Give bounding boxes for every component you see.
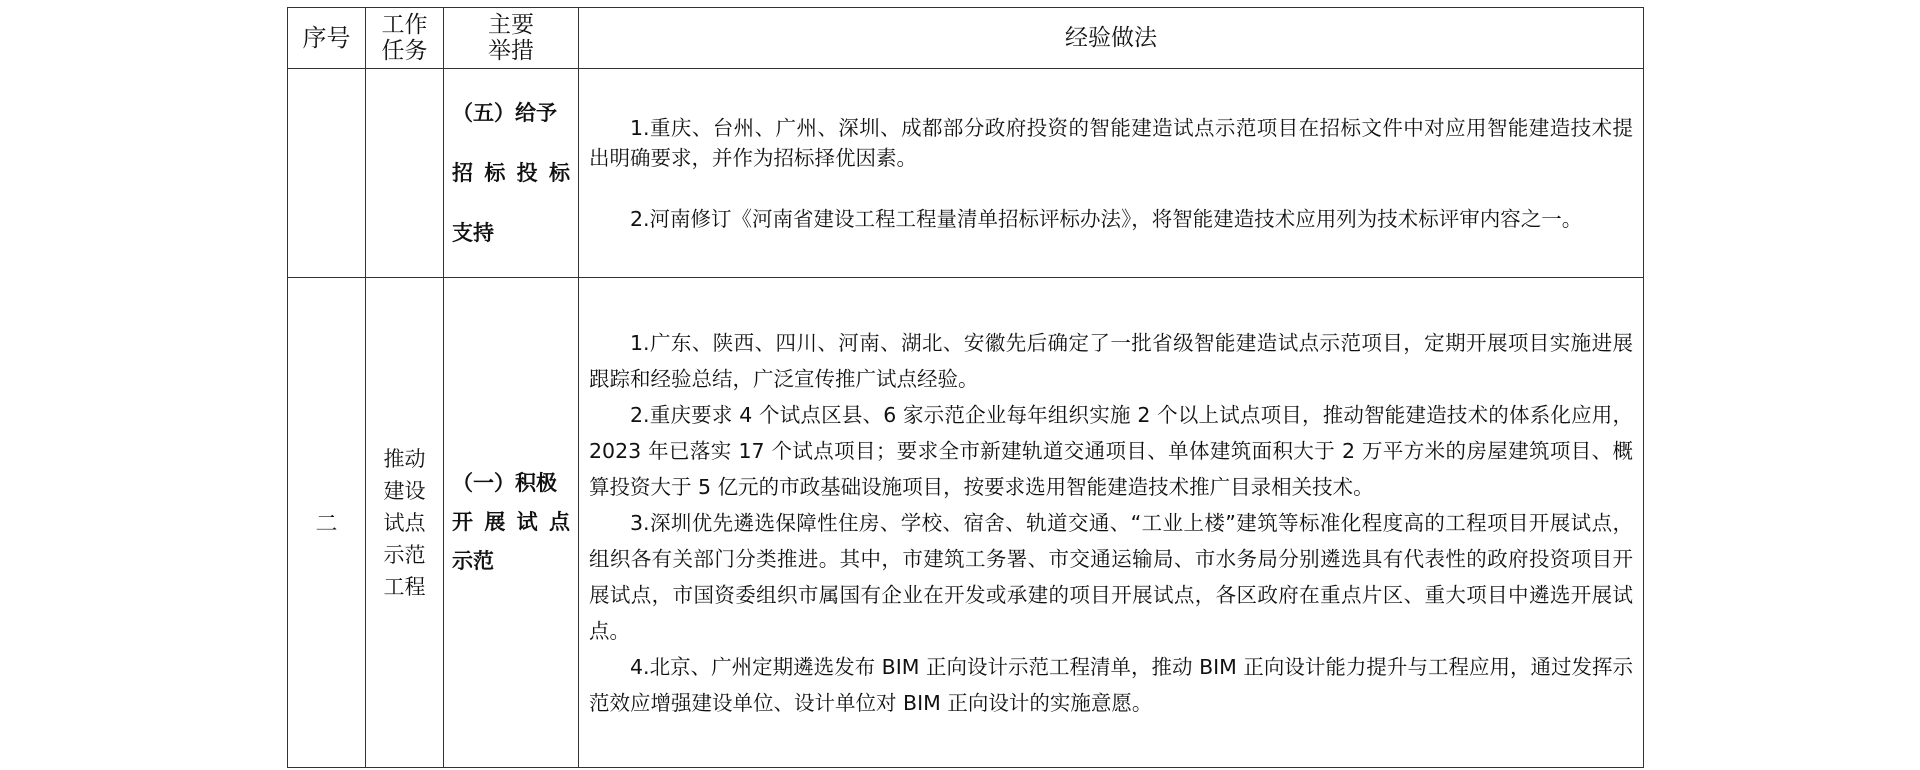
- task-line: 建设: [383, 478, 426, 503]
- table-header-row: [288, 8, 1644, 69]
- row-experience: [579, 69, 1644, 278]
- experience-paragraph: 3.深圳优先遴选保障性住房、学校、宿舍、轨道交通、“工业上楼”建筑等标准化程度高的工程项目开展试点，组织各有关部门分类推进。其中，市建筑工务署、市交通运输局、市水务局分别遴选具有代表性的政府投资项目开展试点，市国资委组织市属国有企业在开发或承建的项目开展试点，各区政府在重点片区、重大项目中遴选开展试点。: [589, 510, 1633, 643]
- header-experience: 经验做法: [579, 8, 1644, 69]
- task-line: 推动: [383, 446, 426, 471]
- task-line: 示范: [383, 542, 426, 567]
- measure-line: 招标投标: [452, 161, 570, 185]
- experience-paragraph: 4.北京、广州定期遴选发布 BIM 正向设计示范工程清单，推动 BIM 正向设计能力提升与工程应用，通过发挥示范效应增强建设单位、设计单位对 BIM 正向设计的实施意愿。: [589, 654, 1633, 715]
- experience-paragraph: 2.重庆要求 4 个试点区县、6 家示范企业每年组织实施 2 个以上试点项目，推动智能建造技术的体系化应用，2023 年已落实 17 个试点项目；要求全市新建轨道交通项目、单体建筑面积大于 2 万平方米的房屋建筑项目、概算投资大于 5 亿元的市政基础设施项目，按要求选用智能建造技术推广目录相关技术。: [589, 402, 1633, 499]
- measure-line: 示范: [452, 549, 494, 573]
- task-line: 工程: [383, 574, 426, 599]
- experience-paragraph: 1.重庆、台州、广州、深圳、成都部分政府投资的智能建造试点示范项目在招标文件中对应用智能建造技术提出明确要求，并作为招标择优因素。: [589, 115, 1633, 170]
- measure-line: （一）积极: [452, 471, 557, 495]
- row-index: 二: [288, 278, 366, 768]
- header-task: [366, 8, 444, 69]
- experience-paragraph: 1.广东、陕西、四川、河南、湖北、安徽先后确定了一批省级智能建造试点示范项目，定期开展项目实施进展跟踪和经验总结，广泛宣传推广试点经验。: [589, 330, 1633, 391]
- experience-table: [287, 7, 1644, 768]
- row-measure: [444, 69, 579, 278]
- measure-line: 支持: [452, 221, 494, 245]
- experience-paragraph: 2.河南修订《河南省建设工程工程量清单招标评标办法》，将智能建造技术应用列为技术标评审内容之一。: [630, 206, 1583, 231]
- row-task: [366, 278, 444, 768]
- row-task: [366, 69, 444, 278]
- measure-line: （五）给予: [452, 101, 557, 125]
- measure-line: 开展试点: [452, 510, 570, 534]
- table-row: [288, 69, 1644, 278]
- table-row: [288, 278, 1644, 768]
- header-measure-line: 主要: [488, 12, 534, 38]
- header-measure: [444, 8, 579, 69]
- row-experience: [579, 278, 1644, 768]
- task-line: 试点: [383, 510, 426, 535]
- row-measure: [444, 278, 579, 768]
- header-task-line: 任务: [381, 38, 428, 64]
- header-index: 序号: [288, 8, 366, 69]
- header-measure-line: 举措: [488, 38, 534, 64]
- row-index: [288, 69, 366, 278]
- header-task-line: 工作: [381, 12, 428, 38]
